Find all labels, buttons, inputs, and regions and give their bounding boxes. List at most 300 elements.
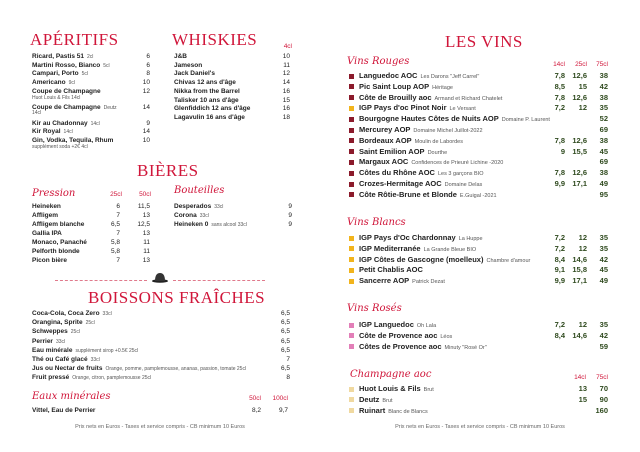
wine-price: 7,2 — [554, 233, 565, 242]
item-name-text: Jameson — [174, 61, 203, 69]
item-subnote: Huot Louis & Fils 14cl — [32, 94, 81, 101]
wine-price: 12 — [578, 320, 587, 329]
whiskies-title: WHISKIES — [172, 30, 258, 49]
item-price: 13 — [142, 257, 150, 264]
item-note: 14cl — [90, 120, 100, 127]
menu-item — [32, 327, 332, 336]
wine-price: 7,2 — [554, 103, 565, 113]
item-name — [174, 61, 202, 70]
item-price: 13 — [142, 230, 150, 237]
wine-producer: Le Versant — [449, 106, 476, 113]
wine-row — [349, 255, 619, 265]
item-note: 9cl — [68, 80, 76, 87]
menu-item — [174, 202, 474, 211]
wine-color-swatch — [349, 323, 354, 328]
wine-price: 12,6 — [572, 71, 587, 80]
wine-color-swatch — [349, 236, 354, 241]
wine-color-swatch — [349, 268, 354, 273]
wine-price: 7,2 — [554, 243, 565, 253]
wine-row — [349, 342, 619, 352]
wine-name — [359, 103, 476, 114]
wine-row — [349, 157, 619, 167]
wine-price: 14,6 — [572, 254, 587, 264]
item-price: 7 — [286, 356, 290, 363]
item-price: 12,5 — [137, 221, 150, 228]
item-name-text: Coupe de Champagne — [32, 87, 101, 95]
wine-name-text: Petit Chablis AOC — [359, 265, 423, 275]
wine-price: 45 — [599, 265, 608, 275]
wine-color-swatch — [349, 246, 354, 251]
wine-name-text: Mercurey AOP — [359, 125, 411, 134]
champagne-label: Champagne aoc — [350, 369, 432, 380]
eaux-label: Eaux minérales — [32, 391, 111, 402]
wine-row — [349, 395, 619, 405]
wine-row — [349, 406, 619, 416]
item-name — [174, 104, 250, 113]
wine-name-text: Côte Rôtie-Brune et Blonde — [359, 189, 457, 199]
wine-producer: Dourthe — [427, 149, 448, 156]
wine-price: 90 — [599, 394, 608, 404]
item-name-text: Orangina, Sprite — [32, 319, 83, 327]
wine-price: 69 — [599, 157, 608, 167]
item-note: 2cl — [87, 54, 94, 60]
item-price: 14 — [142, 128, 150, 136]
wine-color-swatch — [349, 74, 354, 79]
pression-col-25cl: 25cl — [110, 191, 122, 198]
wine-price: 12 — [578, 233, 587, 242]
wine-price: 52 — [599, 114, 608, 124]
item-price: 6 — [116, 203, 120, 210]
wine-price: 17,1 — [572, 179, 587, 188]
bouteilles-label: Bouteilles — [174, 185, 225, 196]
menu-item — [32, 318, 332, 327]
wine-name-text: Pic Saint Loup AOP — [359, 81, 430, 91]
wine-row — [349, 276, 619, 286]
wine-name — [359, 179, 482, 190]
wine-name — [359, 71, 479, 82]
item-price: 7 — [116, 212, 120, 219]
item-name-text: Jack Daniel's — [174, 70, 215, 78]
item-note: 33cl — [90, 357, 100, 363]
item-price: 16 — [282, 87, 290, 95]
item-price: 11 — [143, 239, 150, 246]
wine-color-swatch — [349, 387, 354, 392]
wine-name-text: Sancerre AOP — [359, 276, 410, 286]
item-price: 5,8 — [110, 248, 120, 255]
item-note: 25cl — [70, 329, 80, 336]
wine-price: 70 — [599, 384, 608, 393]
wine-name — [359, 114, 550, 125]
footer-right: Prix nets en Euros - Taxes et service compris - CB minimum 10 Euros — [395, 424, 565, 430]
pression-label: Pression — [32, 188, 76, 199]
wine-row — [349, 71, 619, 81]
item-price: 11 — [283, 61, 290, 69]
item-name-text: Fruit pressé — [32, 374, 70, 382]
menu-item — [32, 238, 332, 247]
wine-name-text: Côte de Brouilly aoc — [359, 92, 432, 102]
wine-row — [349, 136, 619, 146]
wine-name-text: Deutz — [359, 394, 380, 404]
wine-row — [349, 190, 619, 200]
wine-price: 15,5 — [572, 146, 587, 156]
wine-producer: Oh Lala — [416, 323, 437, 329]
wine-price: 12,6 — [572, 92, 587, 102]
eaux-col-100cl: 100cl — [272, 395, 288, 402]
item-note: 5cl — [81, 71, 88, 78]
item-price: 6,5 — [280, 337, 290, 345]
item-price: 14 — [282, 79, 290, 87]
item-name-text: Gallia IPA — [32, 230, 62, 237]
item-note: 33cl — [55, 338, 66, 345]
wine-color-swatch — [349, 192, 354, 197]
wine-price: 13 — [578, 384, 587, 393]
blancs-label: Vins Blancs — [347, 217, 406, 228]
wine-name-text: IGP Côtes de Gascogne (moelleux) — [359, 254, 484, 264]
wine-producer: Domaine P. Laurent — [501, 117, 550, 124]
menu-item — [174, 61, 474, 70]
item-name-text: Affligem blanche — [32, 221, 85, 228]
item-name — [32, 220, 84, 229]
item-name — [174, 69, 215, 78]
wine-name-text: Côtes de Provence aoc — [359, 341, 442, 351]
item-name — [174, 220, 247, 230]
item-name — [32, 256, 67, 265]
item-note: Deutz — [103, 104, 117, 111]
menu-item — [174, 211, 474, 220]
wine-producer: Domaine Delas — [444, 182, 483, 188]
wine-name-text: IGP Pays d'Oc Chardonnay — [359, 233, 456, 242]
item-name — [174, 96, 239, 105]
wine-producer: Léos — [440, 333, 453, 340]
wine-producer: Les Darons "Jeff Carrel" — [420, 74, 480, 80]
item-note: 5cl — [103, 62, 110, 69]
item-name-text: Kir au Chadonnay — [32, 119, 88, 127]
wine-row — [349, 244, 619, 254]
wine-name — [359, 82, 453, 93]
menu-item — [32, 406, 332, 415]
item-price: 8 — [146, 70, 150, 78]
wine-name — [359, 276, 445, 287]
wine-price: 7,2 — [554, 320, 565, 329]
wine-price: 35 — [599, 103, 608, 113]
item-name — [32, 406, 95, 415]
footer-left: Prix nets en Euros - Taxes et service compris - CB minimum 10 Euros — [75, 424, 245, 430]
item-price: 5,8 — [110, 239, 120, 246]
wine-producer: Les 3 garçons BIO — [437, 171, 484, 178]
wine-color-swatch — [349, 182, 354, 187]
item-note: 25cl — [85, 320, 95, 327]
item-name — [32, 103, 117, 113]
wine-row — [349, 384, 619, 394]
wine-price: 35 — [599, 233, 608, 242]
item-price: 12 — [282, 70, 290, 78]
item-name-text: Martini Rosso, Bianco — [32, 61, 101, 69]
wine-name-text: IGP Mediterranée — [359, 243, 421, 253]
wine-row — [349, 114, 619, 124]
item-subnote: 14cl — [32, 110, 42, 117]
wine-price: 7,8 — [554, 71, 565, 80]
item-name-text: Vittel, Eau de Perrier — [32, 407, 96, 414]
item-note: 33cl — [102, 311, 112, 317]
wine-row — [349, 233, 619, 243]
item-price: 6,5 — [280, 346, 290, 354]
wine-producer: Blanc de Blancs — [388, 408, 428, 415]
wine-name-text: Ruinart — [359, 405, 386, 415]
wine-price: 12 — [578, 243, 587, 253]
item-name-text: Heineken — [32, 203, 61, 210]
menu-item — [32, 256, 332, 265]
wine-name — [359, 255, 530, 266]
item-subnote: supplément soda +2€ 4cl — [32, 143, 88, 150]
wine-price: 42 — [599, 254, 608, 264]
item-name-text: Eau minérale — [32, 346, 73, 354]
item-name-text: Ricard, Pastis 51 — [32, 53, 85, 60]
item-name-text: Thé ou Café glacé — [32, 356, 88, 363]
item-price: 11 — [143, 248, 150, 255]
bieres-title: BIÈRES — [137, 161, 199, 180]
wine-name — [359, 190, 497, 201]
wine-name — [359, 342, 487, 353]
item-note: sans alcool 33cl — [211, 222, 247, 228]
wine-name — [359, 384, 434, 395]
wine-color-swatch — [349, 408, 354, 413]
item-name-text: Talisker 10 ans d'âge — [174, 96, 239, 104]
item-price: 11,5 — [137, 203, 150, 210]
wine-price: 15 — [578, 394, 587, 404]
wine-name-text: Crozes-Hermitage AOC — [359, 179, 442, 188]
wine-row — [349, 265, 619, 275]
wine-price: 8,5 — [554, 81, 565, 91]
champagne-col-14cl: 14cl — [574, 374, 586, 381]
wine-row — [349, 168, 619, 178]
wine-color-swatch — [349, 117, 354, 122]
wine-price: 7,8 — [554, 135, 565, 145]
item-name-text: Jus ou Nectar de fruits — [32, 365, 103, 373]
item-price: 6,5 — [110, 221, 120, 228]
item-name-text: Chivas 12 ans d'âge — [174, 79, 236, 87]
item-name — [32, 211, 58, 220]
wine-price: 49 — [599, 276, 608, 286]
wine-row — [349, 147, 619, 157]
item-name-text: Picon bière — [32, 257, 68, 264]
item-name-text: Americano — [32, 79, 66, 87]
wine-producer: Moulin de Labordes — [414, 138, 463, 145]
item-price: 9 — [288, 221, 292, 228]
wine-row — [349, 320, 619, 330]
wine-color-swatch — [349, 171, 354, 176]
wine-color-swatch — [349, 160, 354, 165]
item-name-text: Schweppes — [32, 328, 68, 336]
item-name-text: Kir Royal — [32, 128, 61, 136]
wine-name — [359, 147, 447, 158]
wine-price: 38 — [599, 92, 608, 102]
wine-row — [349, 103, 619, 113]
item-name — [32, 229, 62, 238]
wine-price: 12,6 — [572, 168, 587, 178]
wine-name-text: Saint Emilion AOP — [359, 146, 425, 156]
wine-price: 38 — [599, 168, 608, 178]
wine-price: 17,1 — [572, 276, 587, 286]
wine-price: 45 — [599, 146, 608, 156]
item-price: 14 — [142, 103, 150, 111]
item-price: 9 — [288, 203, 292, 210]
item-price: 13 — [142, 212, 150, 219]
wine-color-swatch — [349, 279, 354, 284]
col-14cl: 14cl — [553, 61, 565, 68]
wine-price: 8,4 — [554, 254, 565, 264]
wine-row — [349, 179, 619, 189]
wine-price: 160 — [595, 405, 608, 415]
wine-name — [359, 331, 452, 342]
wine-price: 38 — [599, 135, 608, 145]
item-price: 10 — [142, 79, 150, 87]
wine-price: 9 — [560, 146, 565, 156]
wine-producer: Brut — [423, 387, 434, 393]
item-name — [32, 238, 87, 247]
wine-producer: Brut — [382, 397, 393, 404]
wine-producer: Héritage — [432, 84, 453, 91]
item-price: 9 — [288, 212, 292, 219]
wine-color-swatch — [349, 138, 354, 143]
item-note: 33cl — [214, 204, 224, 210]
wine-color-swatch — [349, 257, 354, 262]
wine-row — [349, 82, 619, 92]
wine-row — [349, 125, 619, 135]
item-price: 16 — [282, 105, 290, 113]
eaux-col-50cl: 50cl — [249, 395, 261, 402]
wine-price: 12 — [578, 103, 587, 113]
item-name-text: Corona — [174, 212, 197, 219]
item-name-text: Desperados — [174, 203, 212, 210]
menu-item — [32, 127, 332, 136]
whiskies-col-4cl: 4cl — [283, 43, 292, 50]
wine-producer: Armand et Richard Chatelet — [434, 95, 503, 102]
wine-producer: Domaine Michel Juillot-2022 — [413, 128, 483, 134]
wine-price: 35 — [599, 320, 608, 329]
wine-color-swatch — [349, 128, 354, 133]
menu-item — [174, 220, 474, 229]
wine-name-text: IGP Languedoc — [359, 320, 414, 329]
wine-price: 15,8 — [572, 265, 587, 275]
wine-producer: Patrick Dezat — [412, 279, 445, 286]
item-price: 9,7 — [278, 407, 288, 414]
wine-producer: Minuty "Rosé Or" — [444, 344, 487, 351]
wine-price: 59 — [599, 341, 608, 351]
wine-name — [359, 406, 428, 417]
item-price: 6,5 — [280, 328, 290, 336]
wine-color-swatch — [349, 344, 354, 349]
col-75cl: 75cl — [596, 61, 608, 68]
item-price: 6,5 — [280, 365, 290, 373]
wine-price: 9,9 — [554, 276, 565, 286]
wine-name — [359, 157, 503, 168]
item-note: 14cl — [63, 129, 73, 136]
item-name — [174, 87, 240, 96]
wine-price: 49 — [599, 179, 608, 188]
item-name — [32, 247, 80, 256]
wine-name-text: IGP Pays d'oc Pinot Noir — [359, 103, 447, 113]
item-name-text: Glenfiddich 12 ans d'âge — [174, 105, 251, 113]
item-price: 6,5 — [280, 310, 290, 317]
wine-name — [359, 244, 476, 255]
wine-name-text: Bourgogne Hautes Côtes de Nuits AOP — [359, 114, 499, 124]
wine-producer: La Huppe — [458, 236, 483, 242]
wine-name-text: Bordeaux AOP — [359, 135, 412, 145]
rouges-label: Vins Rouges — [347, 56, 410, 67]
item-price: 12 — [142, 87, 150, 95]
fraiches-title: BOISSONS FRAÎCHES — [88, 288, 266, 307]
item-price: 8 — [286, 374, 290, 382]
menu-item — [32, 346, 332, 355]
wine-name-text: Languedoc AOC — [359, 71, 418, 80]
champagne-col-75cl: 75cl — [596, 374, 608, 381]
menu-item — [32, 355, 332, 364]
bowler-hat-icon — [152, 271, 168, 283]
item-price: 10 — [282, 53, 290, 60]
item-note: Orange, citron, pamplemousse 25cl — [72, 375, 152, 382]
item-name — [174, 78, 236, 87]
item-name-text: Heineken 0 — [174, 221, 209, 228]
wine-price: 12,6 — [572, 135, 587, 145]
item-name-text: J&B — [174, 53, 188, 60]
item-name-text: Coupe de Champagne — [32, 103, 101, 111]
item-note: supplément sirop +0.5€ 25cl — [75, 347, 139, 354]
wine-color-swatch — [349, 149, 354, 154]
item-price: 6 — [146, 53, 150, 60]
item-price: 8,2 — [251, 407, 261, 414]
wine-price: 9,1 — [554, 265, 565, 275]
aperitifs-title: APÉRITIFS — [30, 30, 119, 49]
wine-producer: E.Guigal -2021 — [459, 192, 497, 199]
wine-name — [359, 168, 484, 179]
wine-price: 9,9 — [554, 179, 565, 188]
wine-name — [359, 136, 463, 147]
divider-right — [173, 280, 265, 281]
wine-price: 35 — [599, 243, 608, 253]
menu-item — [32, 337, 332, 346]
item-name-text: Perrier — [32, 337, 53, 345]
col-25cl: 25cl — [575, 61, 587, 68]
wine-row — [349, 331, 619, 341]
item-name-text: Gin, Vodka, Tequila, Rhum — [32, 137, 114, 144]
item-name-text: Campari, Porto — [32, 70, 79, 78]
wine-price: 7,8 — [554, 92, 565, 102]
wine-name — [359, 320, 436, 331]
menu-item — [174, 52, 474, 61]
pression-col-50cl: 50cl — [139, 191, 151, 198]
wine-price: 95 — [599, 189, 608, 199]
wine-producer: La Grande Bleue BIO — [423, 246, 477, 253]
wine-price: 42 — [599, 330, 608, 340]
wine-color-swatch — [349, 106, 354, 111]
menu-item — [32, 247, 332, 256]
wine-price: 42 — [599, 81, 608, 91]
item-price: 15 — [282, 96, 290, 104]
wine-name — [359, 395, 393, 406]
wine-name-text: Margaux AOC — [359, 157, 409, 167]
item-note: 33cl — [199, 213, 209, 219]
wine-name-text: Côte de Provence aoc — [359, 330, 438, 340]
item-price: 7 — [116, 257, 120, 264]
item-price: 10 — [142, 137, 150, 144]
wine-color-swatch — [349, 397, 354, 402]
wine-color-swatch — [349, 333, 354, 338]
item-name-text: Pelforth blonde — [32, 248, 80, 255]
wine-color-swatch — [349, 95, 354, 100]
menu-item — [32, 309, 332, 318]
item-price: 6 — [146, 61, 150, 69]
wine-color-swatch — [349, 84, 354, 89]
